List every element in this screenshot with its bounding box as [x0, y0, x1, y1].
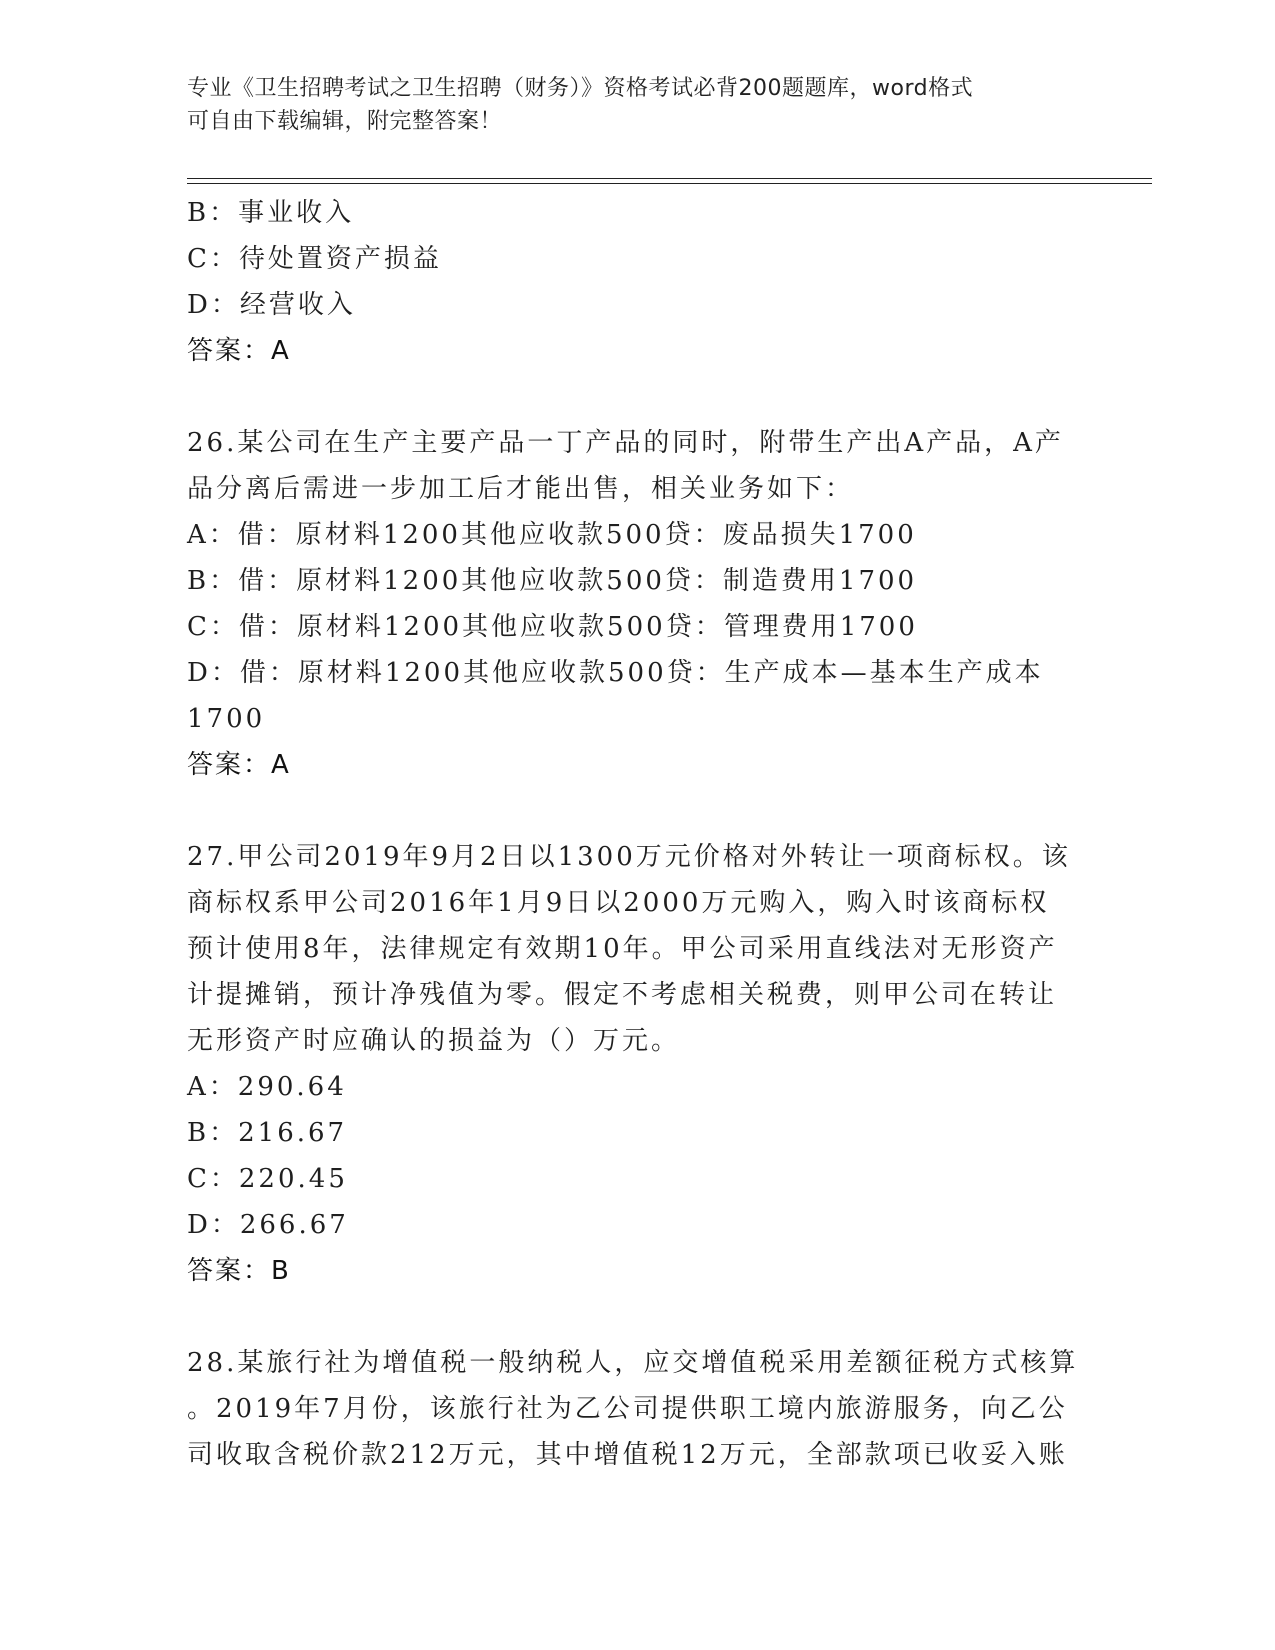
- option-c: C：借：原材料1200其他应收款500贷：管理费用1700: [187, 612, 918, 642]
- spacer: [187, 1294, 1077, 1340]
- option-a: A：借：原材料1200其他应收款500贷：废品损失1700: [187, 520, 917, 550]
- option-d: D：借：原材料1200其他应收款500贷：生产成本—基本生产成本: [187, 658, 1044, 688]
- question-stem-line: 预计使用8年，法律规定有效期10年。甲公司采用直线法对无形资产: [187, 934, 1058, 964]
- spacer: [187, 374, 1077, 420]
- document-body: [187, 190, 1077, 1478]
- header-divider-bottom: [187, 183, 1152, 184]
- question-stem-line: 司收取含税价款212万元，其中增值税12万元，全部款项已收妥入账: [187, 1440, 1068, 1470]
- answer-line: 答案：B: [187, 1256, 291, 1286]
- question-stem-line: 计提摊销，预计净残值为零。假定不考虑相关税费，则甲公司在转让: [187, 980, 1058, 1010]
- question-25: [187, 190, 1077, 374]
- option-a: A：290.64: [187, 1072, 347, 1102]
- header-line-1: 专业《卫生招聘考试之卫生招聘（财务）》资格考试必背200题题库，word格式: [187, 76, 974, 101]
- question-27: [187, 834, 1077, 1294]
- answer-line: 答案：A: [187, 336, 291, 366]
- question-stem-line: 品分离后需进一步加工后才能出售，相关业务如下：: [187, 474, 855, 504]
- option-b: B：借：原材料1200其他应收款500贷：制造费用1700: [187, 566, 918, 596]
- spacer: [187, 788, 1077, 834]
- question-26: [187, 420, 1077, 788]
- answer-line: 答案：A: [187, 750, 291, 780]
- question-stem-line: 28.某旅行社为增值税一般纳税人，应交增值税采用差额征税方式核算: [187, 1348, 1079, 1378]
- option-b: B：216.67: [187, 1118, 348, 1148]
- question-stem-line: 商标权系甲公司2016年1月9日以2000万元购入，购入时该商标权: [187, 888, 1050, 918]
- option-d: D：经营收入: [187, 290, 356, 320]
- header-line-2: 可自由下载编辑，附完整答案！: [187, 109, 503, 134]
- question-stem-line: 无形资产时应确认的损益为（）万元。: [187, 1026, 681, 1056]
- option-b: B：事业收入: [187, 198, 355, 228]
- question-28: [187, 1340, 1077, 1478]
- document-header: [187, 72, 1067, 138]
- question-stem-line: 。2019年7月份，该旅行社为乙公司提供职工境内旅游服务，向乙公: [187, 1394, 1068, 1424]
- option-d: D：266.67: [187, 1210, 349, 1240]
- question-stem-line: 27.甲公司2019年9月2日以1300万元价格对外转让一项商标权。该: [187, 842, 1071, 872]
- question-stem-line: 26.某公司在生产主要产品一丁产品的同时，附带生产出A产品，A产: [187, 428, 1064, 458]
- option-c: C：220.45: [187, 1164, 348, 1194]
- option-d-continued: 1700: [187, 704, 266, 734]
- option-c: C：待处置资产损益: [187, 244, 442, 274]
- header-divider-top: [187, 178, 1152, 179]
